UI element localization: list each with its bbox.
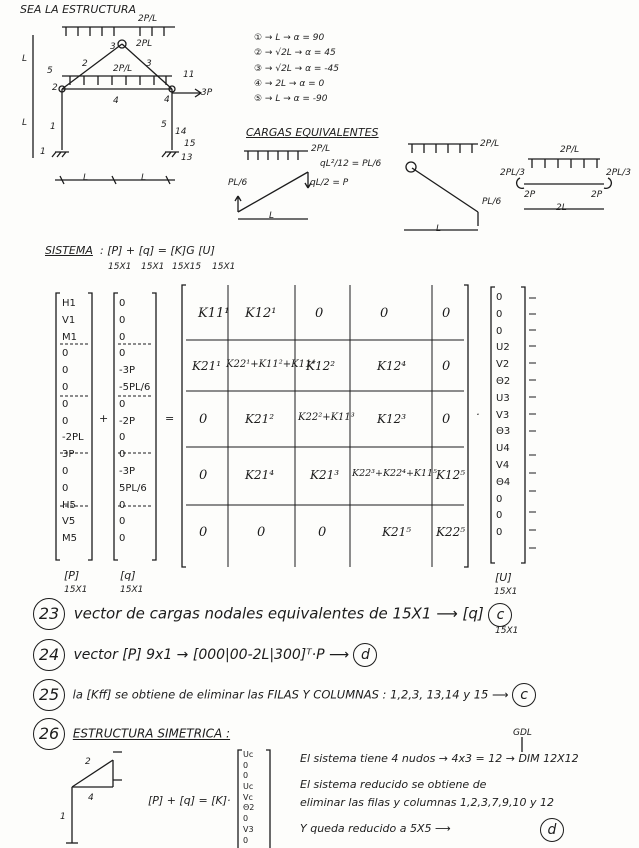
question-text: vector de cargas nodales equivalentes de 15X1 ⟶ [q] bbox=[73, 604, 484, 623]
matrix-cell: 0 bbox=[442, 412, 451, 427]
vector-u bbox=[496, 290, 522, 542]
vector-p-entry: 0 bbox=[62, 398, 69, 410]
vector-u-entry: U4 bbox=[496, 443, 510, 455]
cargas-c-load: 2P/L bbox=[560, 145, 580, 155]
page-title: SEA LA ESTRUCTURA bbox=[20, 3, 137, 16]
sistema-dim-q: 15X1 bbox=[141, 262, 165, 272]
vector-p-entry: H1 bbox=[62, 298, 76, 309]
angle-member-3: ③ → √2L → α = -45 bbox=[254, 64, 339, 74]
sistema-dim-p: 15X1 bbox=[108, 262, 132, 272]
matrix-cell: 0 bbox=[199, 525, 208, 540]
question-number: 23 bbox=[33, 598, 65, 630]
vector-p-entry: 0 bbox=[62, 365, 69, 377]
vector-q-entry: -3P bbox=[119, 365, 136, 377]
vector-q-entry: 0 bbox=[119, 449, 126, 461]
dim-L-horizontal-1: L bbox=[83, 173, 89, 183]
q26-member-1: 1 bbox=[60, 812, 66, 822]
q26-line-2: El sistema reducido se obtiene de bbox=[300, 778, 487, 791]
plus-sign: + bbox=[99, 412, 109, 425]
angle-member-2: ② → √2L → α = 45 bbox=[254, 48, 336, 58]
matrix-cell: K12⁴ bbox=[377, 359, 407, 373]
cargas-c-moment-left: 2PL/3 bbox=[500, 168, 525, 178]
question-text: ESTRUCTURA SIMETRICA : bbox=[72, 726, 231, 741]
load-arrows-top bbox=[66, 27, 164, 36]
q26-answer bbox=[540, 818, 564, 842]
vector-q-entry: 0 bbox=[119, 314, 126, 326]
vector-p-entry: 3P bbox=[62, 449, 75, 461]
q26-vector-entry: Vc bbox=[243, 792, 253, 802]
vector-u-dim: 15X1 bbox=[494, 587, 518, 597]
vector-p-entry: M5 bbox=[62, 533, 77, 545]
matrix-cell: K21³ bbox=[310, 468, 340, 482]
matrix-cell: K11¹ bbox=[198, 306, 230, 321]
node-number-3: 3 bbox=[110, 42, 116, 52]
cargas-a-left-moment: PL/6 bbox=[228, 178, 248, 188]
q26-vector-entry: Uc bbox=[243, 782, 254, 792]
member-a bbox=[238, 172, 308, 212]
q26-vector-entry: V3 bbox=[243, 824, 254, 834]
member-number-3: 3 bbox=[146, 59, 152, 69]
dim-L-vertical-1: L bbox=[22, 54, 28, 64]
matrix-cell: K22²+K11³ bbox=[298, 412, 355, 423]
question-24 bbox=[33, 639, 377, 671]
vector-q-entry: -5PL/6 bbox=[119, 381, 151, 393]
vector-p bbox=[62, 296, 88, 548]
vector-u-entry: Θ3 bbox=[496, 426, 511, 438]
support-left bbox=[52, 152, 69, 157]
vector-p-entry: V1 bbox=[62, 314, 76, 326]
q26-line-1: El sistema tiene 4 nudos → 4x3 = 12 → DIM 12X12 bbox=[300, 752, 579, 765]
q26-vector-entry: Θ2 bbox=[243, 803, 255, 813]
vector-u-entry: Θ4 bbox=[496, 476, 511, 488]
member-number-2: 2 bbox=[82, 59, 88, 69]
cargas-c-force-left: 2P bbox=[524, 190, 536, 200]
matrix-cell: 0 bbox=[199, 412, 208, 427]
vector-u-entry: 0 bbox=[496, 510, 503, 522]
dot-operator: · bbox=[476, 408, 480, 421]
q26-vector-entry: 0 bbox=[243, 814, 249, 824]
answer-badge: d bbox=[353, 643, 377, 667]
sistema-dim-k: 15X15 bbox=[172, 262, 202, 272]
vector-u-entry: U3 bbox=[496, 392, 510, 404]
node-number-1: 1 bbox=[40, 147, 46, 157]
matrix-cell: 0 bbox=[199, 468, 208, 483]
bracket-k-left bbox=[182, 285, 186, 567]
q26-vector-entry: 0 bbox=[243, 771, 249, 781]
vector-u-label: [U] bbox=[495, 571, 512, 584]
vector-p-entry: -2PL bbox=[62, 432, 84, 444]
force-right-label: 3P bbox=[201, 88, 213, 98]
vector-u-entry: 0 bbox=[496, 308, 503, 320]
vector-q-entry: 0 bbox=[119, 533, 126, 545]
vector-q bbox=[119, 296, 153, 548]
matrix-cell: K22³+K22⁴+K11⁵ bbox=[352, 468, 437, 479]
cargas-b-moment: PL/6 bbox=[482, 197, 502, 207]
question-26 bbox=[33, 718, 230, 750]
cargas-title: CARGAS EQUIVALENTES bbox=[246, 126, 379, 139]
node-number-2: 2 bbox=[52, 83, 58, 93]
matrix-cell: K21¹ bbox=[192, 359, 222, 373]
node-number-5: 5 bbox=[47, 66, 53, 76]
vector-p-entry: 0 bbox=[62, 381, 69, 393]
q26-member-4: 4 bbox=[88, 793, 94, 803]
question-text: vector [P] 9x1 → [000|00-2L|300]ᵀ·P ⟶ bbox=[73, 647, 350, 663]
matrix-cell: 0 bbox=[442, 306, 451, 321]
question-text: la [Kff] se obtiene de eliminar las FILAS Y COLUMNAS : 1,2,3, 13,14 y 15 ⟶ bbox=[72, 687, 509, 702]
vector-u-entry: V4 bbox=[496, 459, 510, 471]
vector-q-entry: 0 bbox=[119, 398, 126, 410]
vector-p-entry: M1 bbox=[62, 331, 77, 343]
member-b bbox=[412, 168, 478, 212]
dim-L-horizontal-2: L bbox=[141, 173, 147, 183]
cargas-c-span: 2L bbox=[556, 203, 567, 213]
q26-equation: [P] + [q] = [K]· bbox=[148, 794, 231, 807]
vector-u-entry: 0 bbox=[496, 493, 503, 505]
cargas-b-span: L bbox=[436, 224, 442, 234]
sistema-equation: : [P] + [q] = [K]G [U] bbox=[100, 244, 215, 257]
q26-line-3: eliminar las filas y columnas 1,2,3,7,9,10 y 12 bbox=[300, 796, 554, 809]
equals-sign: = bbox=[165, 412, 175, 425]
bracket-p-left bbox=[56, 293, 60, 560]
member-number-4: 4 bbox=[113, 96, 119, 106]
node-number-11: 11 bbox=[183, 70, 195, 80]
vector-q-entry: 5PL/6 bbox=[119, 482, 147, 494]
answer-badge: c bbox=[512, 683, 536, 707]
vector-q-entry: 0 bbox=[119, 331, 126, 343]
q26-member-2: 2 bbox=[85, 757, 91, 767]
vector-p-entry: 0 bbox=[62, 415, 69, 427]
question-number: 24 bbox=[33, 639, 65, 671]
question-25 bbox=[33, 679, 536, 711]
vector-u-entry: 0 bbox=[496, 527, 503, 539]
vector-p-entry: V5 bbox=[62, 516, 76, 528]
matrix-cell: 0 bbox=[315, 306, 324, 321]
node-number-15: 15 bbox=[184, 139, 196, 149]
q26-vector-entry: 0 bbox=[243, 835, 249, 845]
vector-q-entry: 0 bbox=[119, 499, 126, 511]
matrix-cell: 0 bbox=[257, 525, 266, 540]
node3-moment-label: 2PL bbox=[136, 39, 153, 49]
vector-u-entry: V2 bbox=[496, 359, 510, 371]
q26-vector-entry: Uc bbox=[243, 750, 254, 759]
vector-p-entry: H5 bbox=[62, 499, 76, 511]
question-23 bbox=[33, 598, 512, 630]
node-number-4: 4 bbox=[164, 95, 170, 105]
answer-badge: c bbox=[488, 603, 512, 627]
matrix-cell: K12³ bbox=[377, 412, 407, 426]
vector-u-entry: 0 bbox=[496, 292, 503, 303]
q26-gdl: GDL bbox=[513, 728, 532, 738]
matrix-cell: K21⁵ bbox=[382, 525, 412, 539]
vector-q-entry: 0 bbox=[119, 432, 126, 444]
vector-p-label: [P] bbox=[64, 569, 80, 582]
vector-u-entry: Θ2 bbox=[496, 375, 511, 387]
matrix-cell: K21² bbox=[245, 412, 275, 426]
vector-p-entry: 0 bbox=[62, 482, 69, 494]
cargas-b-load: 2P/L bbox=[480, 139, 500, 149]
vector-q-entry: 0 bbox=[119, 348, 126, 360]
matrix-cell: 0 bbox=[318, 525, 327, 540]
load-horizontal-label: 2P/L bbox=[113, 64, 133, 74]
cargas-a-moment: qL²/12 = PL/6 bbox=[320, 159, 382, 169]
matrix-cell: K21⁴ bbox=[245, 468, 275, 482]
load-top-label: 2P/L bbox=[138, 14, 158, 24]
member-number-1: 1 bbox=[50, 122, 56, 132]
cargas-c-force-right: 2P bbox=[591, 190, 603, 200]
answer-badge: d bbox=[540, 818, 564, 842]
vector-p-dim: 15X1 bbox=[64, 585, 88, 595]
vector-p-entry: 0 bbox=[62, 348, 69, 360]
q26-vector-entry: 0 bbox=[243, 760, 249, 770]
question-number: 25 bbox=[33, 679, 65, 711]
vector-q-label: [q] bbox=[120, 569, 136, 582]
vector-q-dim: 15X1 bbox=[120, 585, 144, 595]
matrix-cell: K12⁵ bbox=[436, 468, 466, 482]
dim-L-vertical-2: L bbox=[22, 118, 28, 128]
q26-vector bbox=[243, 750, 265, 846]
cargas-a-force: qL/2 = P bbox=[310, 178, 349, 188]
support-right bbox=[162, 152, 179, 157]
sistema-label: SISTEMA bbox=[45, 244, 93, 257]
vector-q-entry: 0 bbox=[119, 516, 126, 528]
cargas-c-moment-right: 2PL/3 bbox=[606, 168, 631, 178]
question-number: 26 bbox=[33, 718, 65, 750]
vector-q-entry: -3P bbox=[119, 465, 136, 477]
cargas-a-span: L bbox=[269, 211, 275, 221]
vector-p-entry: 0 bbox=[62, 465, 69, 477]
matrix-cell: K12¹ bbox=[245, 306, 277, 321]
node-number-14: 14 bbox=[175, 127, 187, 137]
vector-q-entry: -2P bbox=[119, 415, 136, 427]
angle-member-1: ① → L → α = 90 bbox=[254, 33, 325, 43]
vector-u-entry: 0 bbox=[496, 325, 503, 337]
matrix-cell: K22¹+K11²+K11⁴ bbox=[226, 359, 316, 370]
node-number-13: 13 bbox=[181, 153, 193, 163]
sistema-dim-u: 15X1 bbox=[212, 262, 236, 272]
angle-member-5: ⑤ → L → α = -90 bbox=[254, 94, 328, 104]
q26-line-4: Y queda reducido a 5X5 ⟶ bbox=[300, 822, 451, 835]
matrix-cell: K12² bbox=[306, 359, 336, 373]
matrix-cell: 0 bbox=[380, 306, 389, 321]
member-number-5: 5 bbox=[161, 120, 167, 130]
cargas-a-load: 2P/L bbox=[311, 144, 331, 154]
angle-member-4: ④ → 2L → α = 0 bbox=[254, 79, 325, 89]
question-23-sub: 15X1 bbox=[495, 626, 519, 636]
matrix-cell: K22⁵ bbox=[436, 525, 466, 539]
vector-u-entry: U2 bbox=[496, 342, 510, 354]
matrix-cell: 0 bbox=[442, 359, 451, 374]
vector-u-entry: V3 bbox=[496, 409, 510, 421]
vector-q-entry: 0 bbox=[119, 298, 126, 309]
